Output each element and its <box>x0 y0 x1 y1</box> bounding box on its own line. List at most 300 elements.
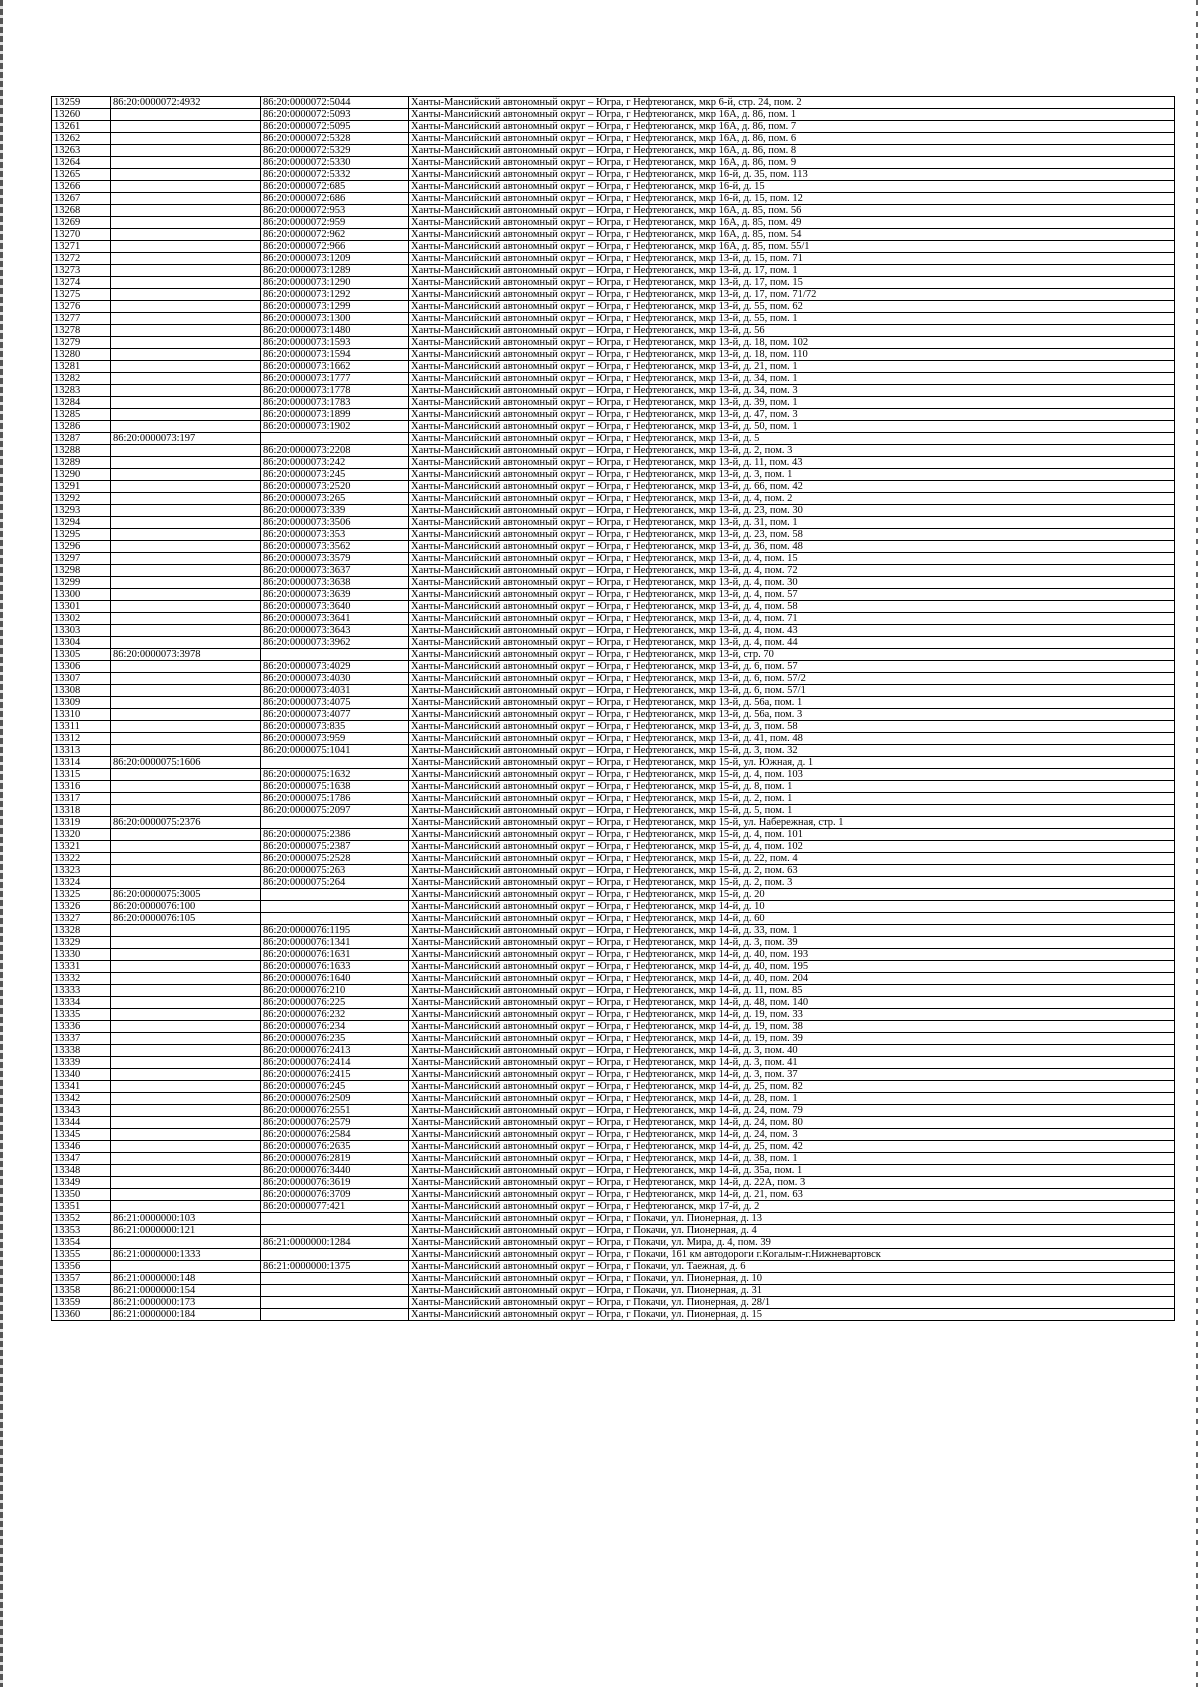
row-number: 13320 <box>52 829 111 841</box>
table-row <box>52 1117 1175 1129</box>
premises-cadastral-number: 86:20:0000073:242 <box>261 457 409 469</box>
address-cell: Ханты-Мансийский автономный округ – Югра, г Нефтеюганск, мкр 14-й, д. 33, пом. 1 <box>409 925 1175 937</box>
address-cell: Ханты-Мансийский автономный округ – Югра, г Нефтеюганск, мкр 14-й, д. 3, пом. 39 <box>409 937 1175 949</box>
row-number: 13333 <box>52 985 111 997</box>
table-row <box>52 901 1175 913</box>
table-row <box>52 1129 1175 1141</box>
parcel-cadastral-number <box>111 481 261 493</box>
row-number: 13336 <box>52 1021 111 1033</box>
parcel-cadastral-number <box>111 577 261 589</box>
parcel-cadastral-number <box>111 997 261 1009</box>
premises-cadastral-number <box>261 913 409 925</box>
address-cell: Ханты-Мансийский автономный округ – Югра, г Нефтеюганск, мкр 14-й, д. 24, пом. 3 <box>409 1129 1175 1141</box>
address-cell: Ханты-Мансийский автономный округ – Югра, г Нефтеюганск, мкр 16А, д. 85, пом. 56 <box>409 205 1175 217</box>
table-row <box>52 973 1175 985</box>
parcel-cadastral-number <box>111 721 261 733</box>
parcel-cadastral-number <box>111 469 261 481</box>
address-cell: Ханты-Мансийский автономный округ – Югра, г Нефтеюганск, мкр 13-й, стр. 70 <box>409 649 1175 661</box>
parcel-cadastral-number <box>111 1069 261 1081</box>
parcel-cadastral-number <box>111 1261 261 1273</box>
address-cell: Ханты-Мансийский автономный округ – Югра, г Нефтеюганск, мкр 13-й, д. 4, пом. 30 <box>409 577 1175 589</box>
premises-cadastral-number <box>261 1225 409 1237</box>
address-cell: Ханты-Мансийский автономный округ – Югра, г Нефтеюганск, мкр 6-й, стр. 24, пом. 2 <box>409 97 1175 109</box>
row-number: 13276 <box>52 301 111 313</box>
table-row <box>52 529 1175 541</box>
table-row <box>52 781 1175 793</box>
table-row <box>52 613 1175 625</box>
parcel-cadastral-number <box>111 421 261 433</box>
table-row <box>52 577 1175 589</box>
table-row <box>52 829 1175 841</box>
premises-cadastral-number: 86:20:0000073:1778 <box>261 385 409 397</box>
address-cell: Ханты-Мансийский автономный округ – Югра, г Нефтеюганск, мкр 13-й, д. 56 <box>409 325 1175 337</box>
scan-edge-right <box>1196 0 1198 1687</box>
parcel-cadastral-number <box>111 673 261 685</box>
row-number: 13266 <box>52 181 111 193</box>
table-row <box>52 325 1175 337</box>
table-row <box>52 661 1175 673</box>
premises-cadastral-number: 86:20:0000073:1299 <box>261 301 409 313</box>
row-number: 13355 <box>52 1249 111 1261</box>
premises-cadastral-number: 86:20:0000073:1783 <box>261 397 409 409</box>
premises-cadastral-number: 86:20:0000076:2415 <box>261 1069 409 1081</box>
row-number: 13268 <box>52 205 111 217</box>
address-cell: Ханты-Мансийский автономный округ – Югра, г Нефтеюганск, мкр 13-й, д. 41, пом. 48 <box>409 733 1175 745</box>
row-number: 13277 <box>52 313 111 325</box>
address-cell: Ханты-Мансийский автономный округ – Югра, г Нефтеюганск, мкр 15-й, д. 2, пом. 3 <box>409 877 1175 889</box>
row-number: 13344 <box>52 1117 111 1129</box>
table-row <box>52 133 1175 145</box>
parcel-cadastral-number <box>111 589 261 601</box>
premises-cadastral-number: 86:20:0000075:1632 <box>261 769 409 781</box>
premises-cadastral-number: 86:20:0000073:4031 <box>261 685 409 697</box>
address-cell: Ханты-Мансийский автономный округ – Югра, г Нефтеюганск, мкр 15-й, д. 4, пом. 101 <box>409 829 1175 841</box>
premises-cadastral-number: 86:20:0000077:421 <box>261 1201 409 1213</box>
table-row <box>52 301 1175 313</box>
premises-cadastral-number: 86:20:0000073:2520 <box>261 481 409 493</box>
parcel-cadastral-number <box>111 373 261 385</box>
row-number: 13306 <box>52 661 111 673</box>
address-cell: Ханты-Мансийский автономный округ – Югра, г Нефтеюганск, мкр 14-й, д. 10 <box>409 901 1175 913</box>
parcel-cadastral-number <box>111 289 261 301</box>
table-row <box>52 733 1175 745</box>
row-number: 13301 <box>52 601 111 613</box>
table-row <box>52 589 1175 601</box>
table-row <box>52 313 1175 325</box>
row-number: 13352 <box>52 1213 111 1225</box>
address-cell: Ханты-Мансийский автономный округ – Югра, г Покачи, 161 км автодороги г.Когалым-г.Нижневартовск <box>409 1249 1175 1261</box>
row-number: 13334 <box>52 997 111 1009</box>
table-row <box>52 1141 1175 1153</box>
table-row <box>52 169 1175 181</box>
parcel-cadastral-number <box>111 1021 261 1033</box>
parcel-cadastral-number: 86:20:0000075:2376 <box>111 817 261 829</box>
row-number: 13324 <box>52 877 111 889</box>
premises-cadastral-number: 86:20:0000073:1209 <box>261 253 409 265</box>
table-row <box>52 949 1175 961</box>
parcel-cadastral-number <box>111 865 261 877</box>
row-number: 13342 <box>52 1093 111 1105</box>
address-cell: Ханты-Мансийский автономный округ – Югра, г Нефтеюганск, мкр 13-й, д. 4, пом. 44 <box>409 637 1175 649</box>
parcel-cadastral-number: 86:20:0000073:3978 <box>111 649 261 661</box>
premises-cadastral-number: 86:20:0000076:1341 <box>261 937 409 949</box>
row-number: 13353 <box>52 1225 111 1237</box>
row-number: 13328 <box>52 925 111 937</box>
table-row <box>52 745 1175 757</box>
table-row <box>52 397 1175 409</box>
address-cell: Ханты-Мансийский автономный округ – Югра, г Нефтеюганск, мкр 14-й, д. 3, пом. 37 <box>409 1069 1175 1081</box>
parcel-cadastral-number <box>111 769 261 781</box>
address-cell: Ханты-Мансийский автономный округ – Югра, г Нефтеюганск, мкр 13-й, д. 4, пом. 72 <box>409 565 1175 577</box>
parcel-cadastral-number <box>111 277 261 289</box>
table-row <box>52 1201 1175 1213</box>
premises-cadastral-number: 86:20:0000073:4030 <box>261 673 409 685</box>
premises-cadastral-number: 86:20:0000072:5044 <box>261 97 409 109</box>
row-number: 13305 <box>52 649 111 661</box>
parcel-cadastral-number <box>111 1105 261 1117</box>
address-cell: Ханты-Мансийский автономный округ – Югра, г Нефтеюганск, мкр 13-й, д. 66, пом. 42 <box>409 481 1175 493</box>
address-cell: Ханты-Мансийский автономный округ – Югра, г Покачи, ул. Таежная, д. 6 <box>409 1261 1175 1273</box>
row-number: 13348 <box>52 1165 111 1177</box>
parcel-cadastral-number <box>111 685 261 697</box>
parcel-cadastral-number: 86:21:0000000:1333 <box>111 1249 261 1261</box>
parcel-cadastral-number <box>111 697 261 709</box>
address-cell: Ханты-Мансийский автономный округ – Югра, г Нефтеюганск, мкр 13-й, д. 34, пом. 3 <box>409 385 1175 397</box>
table-row <box>52 913 1175 925</box>
address-cell: Ханты-Мансийский автономный округ – Югра, г Нефтеюганск, мкр 13-й, д. 34, пом. 1 <box>409 373 1175 385</box>
table-row <box>52 193 1175 205</box>
table-row <box>52 481 1175 493</box>
row-number: 13267 <box>52 193 111 205</box>
parcel-cadastral-number <box>111 1141 261 1153</box>
premises-cadastral-number: 86:20:0000073:959 <box>261 733 409 745</box>
table-row <box>52 373 1175 385</box>
premises-cadastral-number: 86:20:0000075:1786 <box>261 793 409 805</box>
premises-cadastral-number: 86:20:0000075:263 <box>261 865 409 877</box>
parcel-cadastral-number <box>111 973 261 985</box>
table-row <box>52 721 1175 733</box>
parcel-cadastral-number <box>111 1189 261 1201</box>
premises-cadastral-number <box>261 1273 409 1285</box>
premises-cadastral-number: 86:20:0000073:3506 <box>261 517 409 529</box>
row-number: 13345 <box>52 1129 111 1141</box>
row-number: 13293 <box>52 505 111 517</box>
premises-cadastral-number: 86:20:0000073:4077 <box>261 709 409 721</box>
row-number: 13335 <box>52 1009 111 1021</box>
premises-cadastral-number: 86:20:0000073:3962 <box>261 637 409 649</box>
address-cell: Ханты-Мансийский автономный округ – Югра, г Нефтеюганск, мкр 16А, д. 86, пом. 7 <box>409 121 1175 133</box>
table-row <box>52 517 1175 529</box>
parcel-cadastral-number <box>111 325 261 337</box>
table-row <box>52 445 1175 457</box>
address-cell: Ханты-Мансийский автономный округ – Югра, г Нефтеюганск, мкр 14-й, д. 24, пом. 80 <box>409 1117 1175 1129</box>
address-cell: Ханты-Мансийский автономный округ – Югра, г Нефтеюганск, мкр 15-й, д. 5, пом. 1 <box>409 805 1175 817</box>
parcel-cadastral-number <box>111 1129 261 1141</box>
parcel-cadastral-number <box>111 733 261 745</box>
parcel-cadastral-number <box>111 109 261 121</box>
table-row <box>52 1309 1175 1321</box>
premises-cadastral-number: 86:20:0000072:959 <box>261 217 409 229</box>
parcel-cadastral-number <box>111 193 261 205</box>
row-number: 13282 <box>52 373 111 385</box>
parcel-cadastral-number <box>111 925 261 937</box>
row-number: 13329 <box>52 937 111 949</box>
premises-cadastral-number: 86:20:0000076:2551 <box>261 1105 409 1117</box>
address-cell: Ханты-Мансийский автономный округ – Югра, г Нефтеюганск, мкр 14-й, д. 40, пом. 204 <box>409 973 1175 985</box>
address-cell: Ханты-Мансийский автономный округ – Югра, г Нефтеюганск, мкр 13-й, д. 18, пом. 102 <box>409 337 1175 349</box>
row-number: 13327 <box>52 913 111 925</box>
address-cell: Ханты-Мансийский автономный округ – Югра, г Нефтеюганск, мкр 13-й, д. 4, пом. 2 <box>409 493 1175 505</box>
parcel-cadastral-number <box>111 937 261 949</box>
parcel-cadastral-number <box>111 385 261 397</box>
table-row <box>52 205 1175 217</box>
premises-cadastral-number: 86:20:0000076:2414 <box>261 1057 409 1069</box>
row-number: 13284 <box>52 397 111 409</box>
premises-cadastral-number: 86:20:0000073:1480 <box>261 325 409 337</box>
premises-cadastral-number: 86:20:0000073:4029 <box>261 661 409 673</box>
row-number: 13309 <box>52 697 111 709</box>
premises-cadastral-number: 86:20:0000076:210 <box>261 985 409 997</box>
premises-cadastral-number: 86:20:0000076:2579 <box>261 1117 409 1129</box>
address-cell: Ханты-Мансийский автономный округ – Югра, г Нефтеюганск, мкр 13-й, д. 23, пом. 58 <box>409 529 1175 541</box>
parcel-cadastral-number <box>111 253 261 265</box>
table-row <box>52 1225 1175 1237</box>
premises-cadastral-number: 86:20:0000073:1902 <box>261 421 409 433</box>
table-row <box>52 493 1175 505</box>
address-cell: Ханты-Мансийский автономный округ – Югра, г Нефтеюганск, мкр 14-й, д. 24, пом. 79 <box>409 1105 1175 1117</box>
parcel-cadastral-number <box>111 445 261 457</box>
premises-cadastral-number: 86:20:0000073:1292 <box>261 289 409 301</box>
premises-cadastral-number: 86:20:0000076:2635 <box>261 1141 409 1153</box>
parcel-cadastral-number <box>111 1201 261 1213</box>
parcel-cadastral-number <box>111 601 261 613</box>
table-row <box>52 469 1175 481</box>
parcel-cadastral-number <box>111 1153 261 1165</box>
row-number: 13281 <box>52 361 111 373</box>
parcel-cadastral-number <box>111 841 261 853</box>
address-cell: Ханты-Мансийский автономный округ – Югра, г Нефтеюганск, мкр 13-й, д. 17, пом. 1 <box>409 265 1175 277</box>
parcel-cadastral-number <box>111 553 261 565</box>
premises-cadastral-number: 86:20:0000076:3440 <box>261 1165 409 1177</box>
row-number: 13313 <box>52 745 111 757</box>
parcel-cadastral-number <box>111 1093 261 1105</box>
table-row <box>52 1213 1175 1225</box>
address-cell: Ханты-Мансийский автономный округ – Югра, г Нефтеюганск, мкр 13-й, д. 18, пом. 110 <box>409 349 1175 361</box>
parcel-cadastral-number <box>111 1057 261 1069</box>
parcel-cadastral-number: 86:20:0000075:3005 <box>111 889 261 901</box>
address-cell: Ханты-Мансийский автономный округ – Югра, г Покачи, ул. Пионерная, д. 10 <box>409 1273 1175 1285</box>
address-cell: Ханты-Мансийский автономный округ – Югра, г Нефтеюганск, мкр 13-й, д. 15, пом. 71 <box>409 253 1175 265</box>
address-cell: Ханты-Мансийский автономный округ – Югра, г Нефтеюганск, мкр 13-й, д. 4, пом. 58 <box>409 601 1175 613</box>
row-number: 13291 <box>52 481 111 493</box>
parcel-cadastral-number <box>111 853 261 865</box>
address-cell: Ханты-Мансийский автономный округ – Югра, г Нефтеюганск, мкр 16-й, д. 15, пом. 12 <box>409 193 1175 205</box>
parcel-cadastral-number <box>111 745 261 757</box>
parcel-cadastral-number <box>111 1117 261 1129</box>
address-cell: Ханты-Мансийский автономный округ – Югра, г Нефтеюганск, мкр 13-й, д. 23, пом. 30 <box>409 505 1175 517</box>
table-row <box>52 697 1175 709</box>
premises-cadastral-number: 86:20:0000073:265 <box>261 493 409 505</box>
table-row <box>52 877 1175 889</box>
parcel-cadastral-number: 86:20:0000075:1606 <box>111 757 261 769</box>
row-number: 13292 <box>52 493 111 505</box>
premises-cadastral-number: 86:20:0000073:3579 <box>261 553 409 565</box>
premises-cadastral-number: 86:20:0000073:339 <box>261 505 409 517</box>
parcel-cadastral-number <box>111 181 261 193</box>
table-row <box>52 277 1175 289</box>
row-number: 13288 <box>52 445 111 457</box>
address-cell: Ханты-Мансийский автономный округ – Югра, г Нефтеюганск, мкр 13-й, д. 6, пом. 57/2 <box>409 673 1175 685</box>
premises-cadastral-number: 86:20:0000073:4075 <box>261 697 409 709</box>
table-row <box>52 217 1175 229</box>
row-number: 13272 <box>52 253 111 265</box>
premises-cadastral-number: 86:20:0000072:5329 <box>261 145 409 157</box>
address-cell: Ханты-Мансийский автономный округ – Югра, г Нефтеюганск, мкр 15-й, д. 2, пом. 1 <box>409 793 1175 805</box>
parcel-cadastral-number <box>111 205 261 217</box>
parcel-cadastral-number: 86:21:0000000:184 <box>111 1309 261 1321</box>
address-cell: Ханты-Мансийский автономный округ – Югра, г Нефтеюганск, мкр 16А, д. 86, пом. 9 <box>409 157 1175 169</box>
premises-cadastral-number: 86:20:0000073:245 <box>261 469 409 481</box>
premises-cadastral-number: 86:20:0000075:1041 <box>261 745 409 757</box>
parcel-cadastral-number <box>111 805 261 817</box>
table-row <box>52 145 1175 157</box>
row-number: 13297 <box>52 553 111 565</box>
premises-cadastral-number: 86:20:0000073:1593 <box>261 337 409 349</box>
parcel-cadastral-number: 86:21:0000000:121 <box>111 1225 261 1237</box>
premises-cadastral-number: 86:20:0000073:3640 <box>261 601 409 613</box>
premises-cadastral-number: 86:20:0000076:2509 <box>261 1093 409 1105</box>
parcel-cadastral-number <box>111 517 261 529</box>
row-number: 13285 <box>52 409 111 421</box>
parcel-cadastral-number <box>111 313 261 325</box>
premises-cadastral-number: 86:20:0000072:966 <box>261 241 409 253</box>
parcel-cadastral-number <box>111 565 261 577</box>
address-cell: Ханты-Мансийский автономный округ – Югра, г Нефтеюганск, мкр 13-й, д. 3, пом. 58 <box>409 721 1175 733</box>
address-cell: Ханты-Мансийский автономный округ – Югра, г Нефтеюганск, мкр 13-й, д. 4, пом. 43 <box>409 625 1175 637</box>
premises-cadastral-number: 86:20:0000076:2819 <box>261 1153 409 1165</box>
address-cell: Ханты-Мансийский автономный округ – Югра, г Нефтеюганск, мкр 15-й, ул. Набережная, стр. 1 <box>409 817 1175 829</box>
parcel-cadastral-number <box>111 457 261 469</box>
parcel-cadastral-number <box>111 613 261 625</box>
parcel-cadastral-number <box>111 1177 261 1189</box>
address-cell: Ханты-Мансийский автономный округ – Югра, г Нефтеюганск, мкр 17-й, д. 2 <box>409 1201 1175 1213</box>
address-cell: Ханты-Мансийский автономный округ – Югра, г Нефтеюганск, мкр 14-й, д. 22А, пом. 3 <box>409 1177 1175 1189</box>
premises-cadastral-number: 86:20:0000073:1594 <box>261 349 409 361</box>
premises-cadastral-number: 86:20:0000072:962 <box>261 229 409 241</box>
parcel-cadastral-number <box>111 121 261 133</box>
address-cell: Ханты-Мансийский автономный округ – Югра, г Нефтеюганск, мкр 13-й, д. 50, пом. 1 <box>409 421 1175 433</box>
table-row <box>52 925 1175 937</box>
address-cell: Ханты-Мансийский автономный округ – Югра, г Нефтеюганск, мкр 16А, д. 86, пом. 8 <box>409 145 1175 157</box>
premises-cadastral-number: 86:20:0000073:1662 <box>261 361 409 373</box>
address-cell: Ханты-Мансийский автономный округ – Югра, г Покачи, ул. Мира, д. 4, пом. 39 <box>409 1237 1175 1249</box>
premises-cadastral-number: 86:20:0000072:5095 <box>261 121 409 133</box>
table-row <box>52 265 1175 277</box>
parcel-cadastral-number <box>111 625 261 637</box>
table-row <box>52 253 1175 265</box>
parcel-cadastral-number <box>111 877 261 889</box>
premises-cadastral-number: 86:20:0000073:1289 <box>261 265 409 277</box>
row-number: 13330 <box>52 949 111 961</box>
row-number: 13315 <box>52 769 111 781</box>
row-number: 13325 <box>52 889 111 901</box>
address-cell: Ханты-Мансийский автономный округ – Югра, г Нефтеюганск, мкр 15-й, д. 22, пом. 4 <box>409 853 1175 865</box>
premises-cadastral-number: 86:20:0000072:685 <box>261 181 409 193</box>
table-row <box>52 241 1175 253</box>
address-cell: Ханты-Мансийский автономный округ – Югра, г Покачи, ул. Пионерная, д. 13 <box>409 1213 1175 1225</box>
table-row <box>52 637 1175 649</box>
row-number: 13308 <box>52 685 111 697</box>
table-row <box>52 565 1175 577</box>
premises-cadastral-number: 86:20:0000076:1195 <box>261 925 409 937</box>
table-row <box>52 1273 1175 1285</box>
row-number: 13316 <box>52 781 111 793</box>
table-row <box>52 841 1175 853</box>
parcel-cadastral-number <box>111 157 261 169</box>
premises-cadastral-number: 86:20:0000076:1633 <box>261 961 409 973</box>
premises-cadastral-number <box>261 1309 409 1321</box>
table-row <box>52 709 1175 721</box>
table-row <box>52 793 1175 805</box>
premises-cadastral-number <box>261 1297 409 1309</box>
address-cell: Ханты-Мансийский автономный округ – Югра, г Нефтеюганск, мкр 13-й, д. 17, пом. 71/72 <box>409 289 1175 301</box>
row-number: 13304 <box>52 637 111 649</box>
premises-cadastral-number: 86:20:0000076:2584 <box>261 1129 409 1141</box>
row-number: 13273 <box>52 265 111 277</box>
row-number: 13318 <box>52 805 111 817</box>
address-cell: Ханты-Мансийский автономный округ – Югра, г Нефтеюганск, мкр 16А, д. 86, пом. 6 <box>409 133 1175 145</box>
row-number: 13265 <box>52 169 111 181</box>
premises-cadastral-number: 86:20:0000075:2386 <box>261 829 409 841</box>
row-number: 13317 <box>52 793 111 805</box>
row-number: 13270 <box>52 229 111 241</box>
row-number: 13307 <box>52 673 111 685</box>
address-cell: Ханты-Мансийский автономный округ – Югра, г Покачи, ул. Пионерная, д. 15 <box>409 1309 1175 1321</box>
premises-cadastral-number: 86:20:0000073:3641 <box>261 613 409 625</box>
address-cell: Ханты-Мансийский автономный округ – Югра, г Нефтеюганск, мкр 13-й, д. 4, пом. 57 <box>409 589 1175 601</box>
address-cell: Ханты-Мансийский автономный округ – Югра, г Нефтеюганск, мкр 14-й, д. 38, пом. 1 <box>409 1153 1175 1165</box>
address-cell: Ханты-Мансийский автономный округ – Югра, г Нефтеюганск, мкр 14-й, д. 11, пом. 85 <box>409 985 1175 997</box>
premises-cadastral-number <box>261 757 409 769</box>
address-cell: Ханты-Мансийский автономный округ – Югра, г Нефтеюганск, мкр 14-й, д. 35а, пом. 1 <box>409 1165 1175 1177</box>
parcel-cadastral-number <box>111 409 261 421</box>
table-row <box>52 805 1175 817</box>
table-row <box>52 757 1175 769</box>
address-cell: Ханты-Мансийский автономный округ – Югра, г Нефтеюганск, мкр 15-й, д. 3, пом. 32 <box>409 745 1175 757</box>
parcel-cadastral-number <box>111 133 261 145</box>
premises-cadastral-number: 86:20:0000076:232 <box>261 1009 409 1021</box>
row-number: 13314 <box>52 757 111 769</box>
address-cell: Ханты-Мансийский автономный округ – Югра, г Нефтеюганск, мкр 15-й, д. 8, пом. 1 <box>409 781 1175 793</box>
row-number: 13275 <box>52 289 111 301</box>
row-number: 13350 <box>52 1189 111 1201</box>
parcel-cadastral-number: 86:21:0000000:173 <box>111 1297 261 1309</box>
premises-cadastral-number: 86:20:0000075:2528 <box>261 853 409 865</box>
premises-cadastral-number <box>261 1285 409 1297</box>
parcel-cadastral-number: 86:20:0000073:197 <box>111 433 261 445</box>
table-row <box>52 349 1175 361</box>
parcel-cadastral-number <box>111 337 261 349</box>
parcel-cadastral-number <box>111 1081 261 1093</box>
address-cell: Ханты-Мансийский автономный округ – Югра, г Нефтеюганск, мкр 16А, д. 85, пом. 55/1 <box>409 241 1175 253</box>
table-row <box>52 1285 1175 1297</box>
premises-cadastral-number: 86:20:0000073:1290 <box>261 277 409 289</box>
table-row <box>52 961 1175 973</box>
address-cell: Ханты-Мансийский автономный округ – Югра, г Нефтеюганск, мкр 13-й, д. 21, пом. 1 <box>409 361 1175 373</box>
address-cell: Ханты-Мансийский автономный округ – Югра, г Нефтеюганск, мкр 14-й, д. 40, пом. 193 <box>409 949 1175 961</box>
premises-cadastral-number: 86:20:0000073:1300 <box>261 313 409 325</box>
row-number: 13346 <box>52 1141 111 1153</box>
